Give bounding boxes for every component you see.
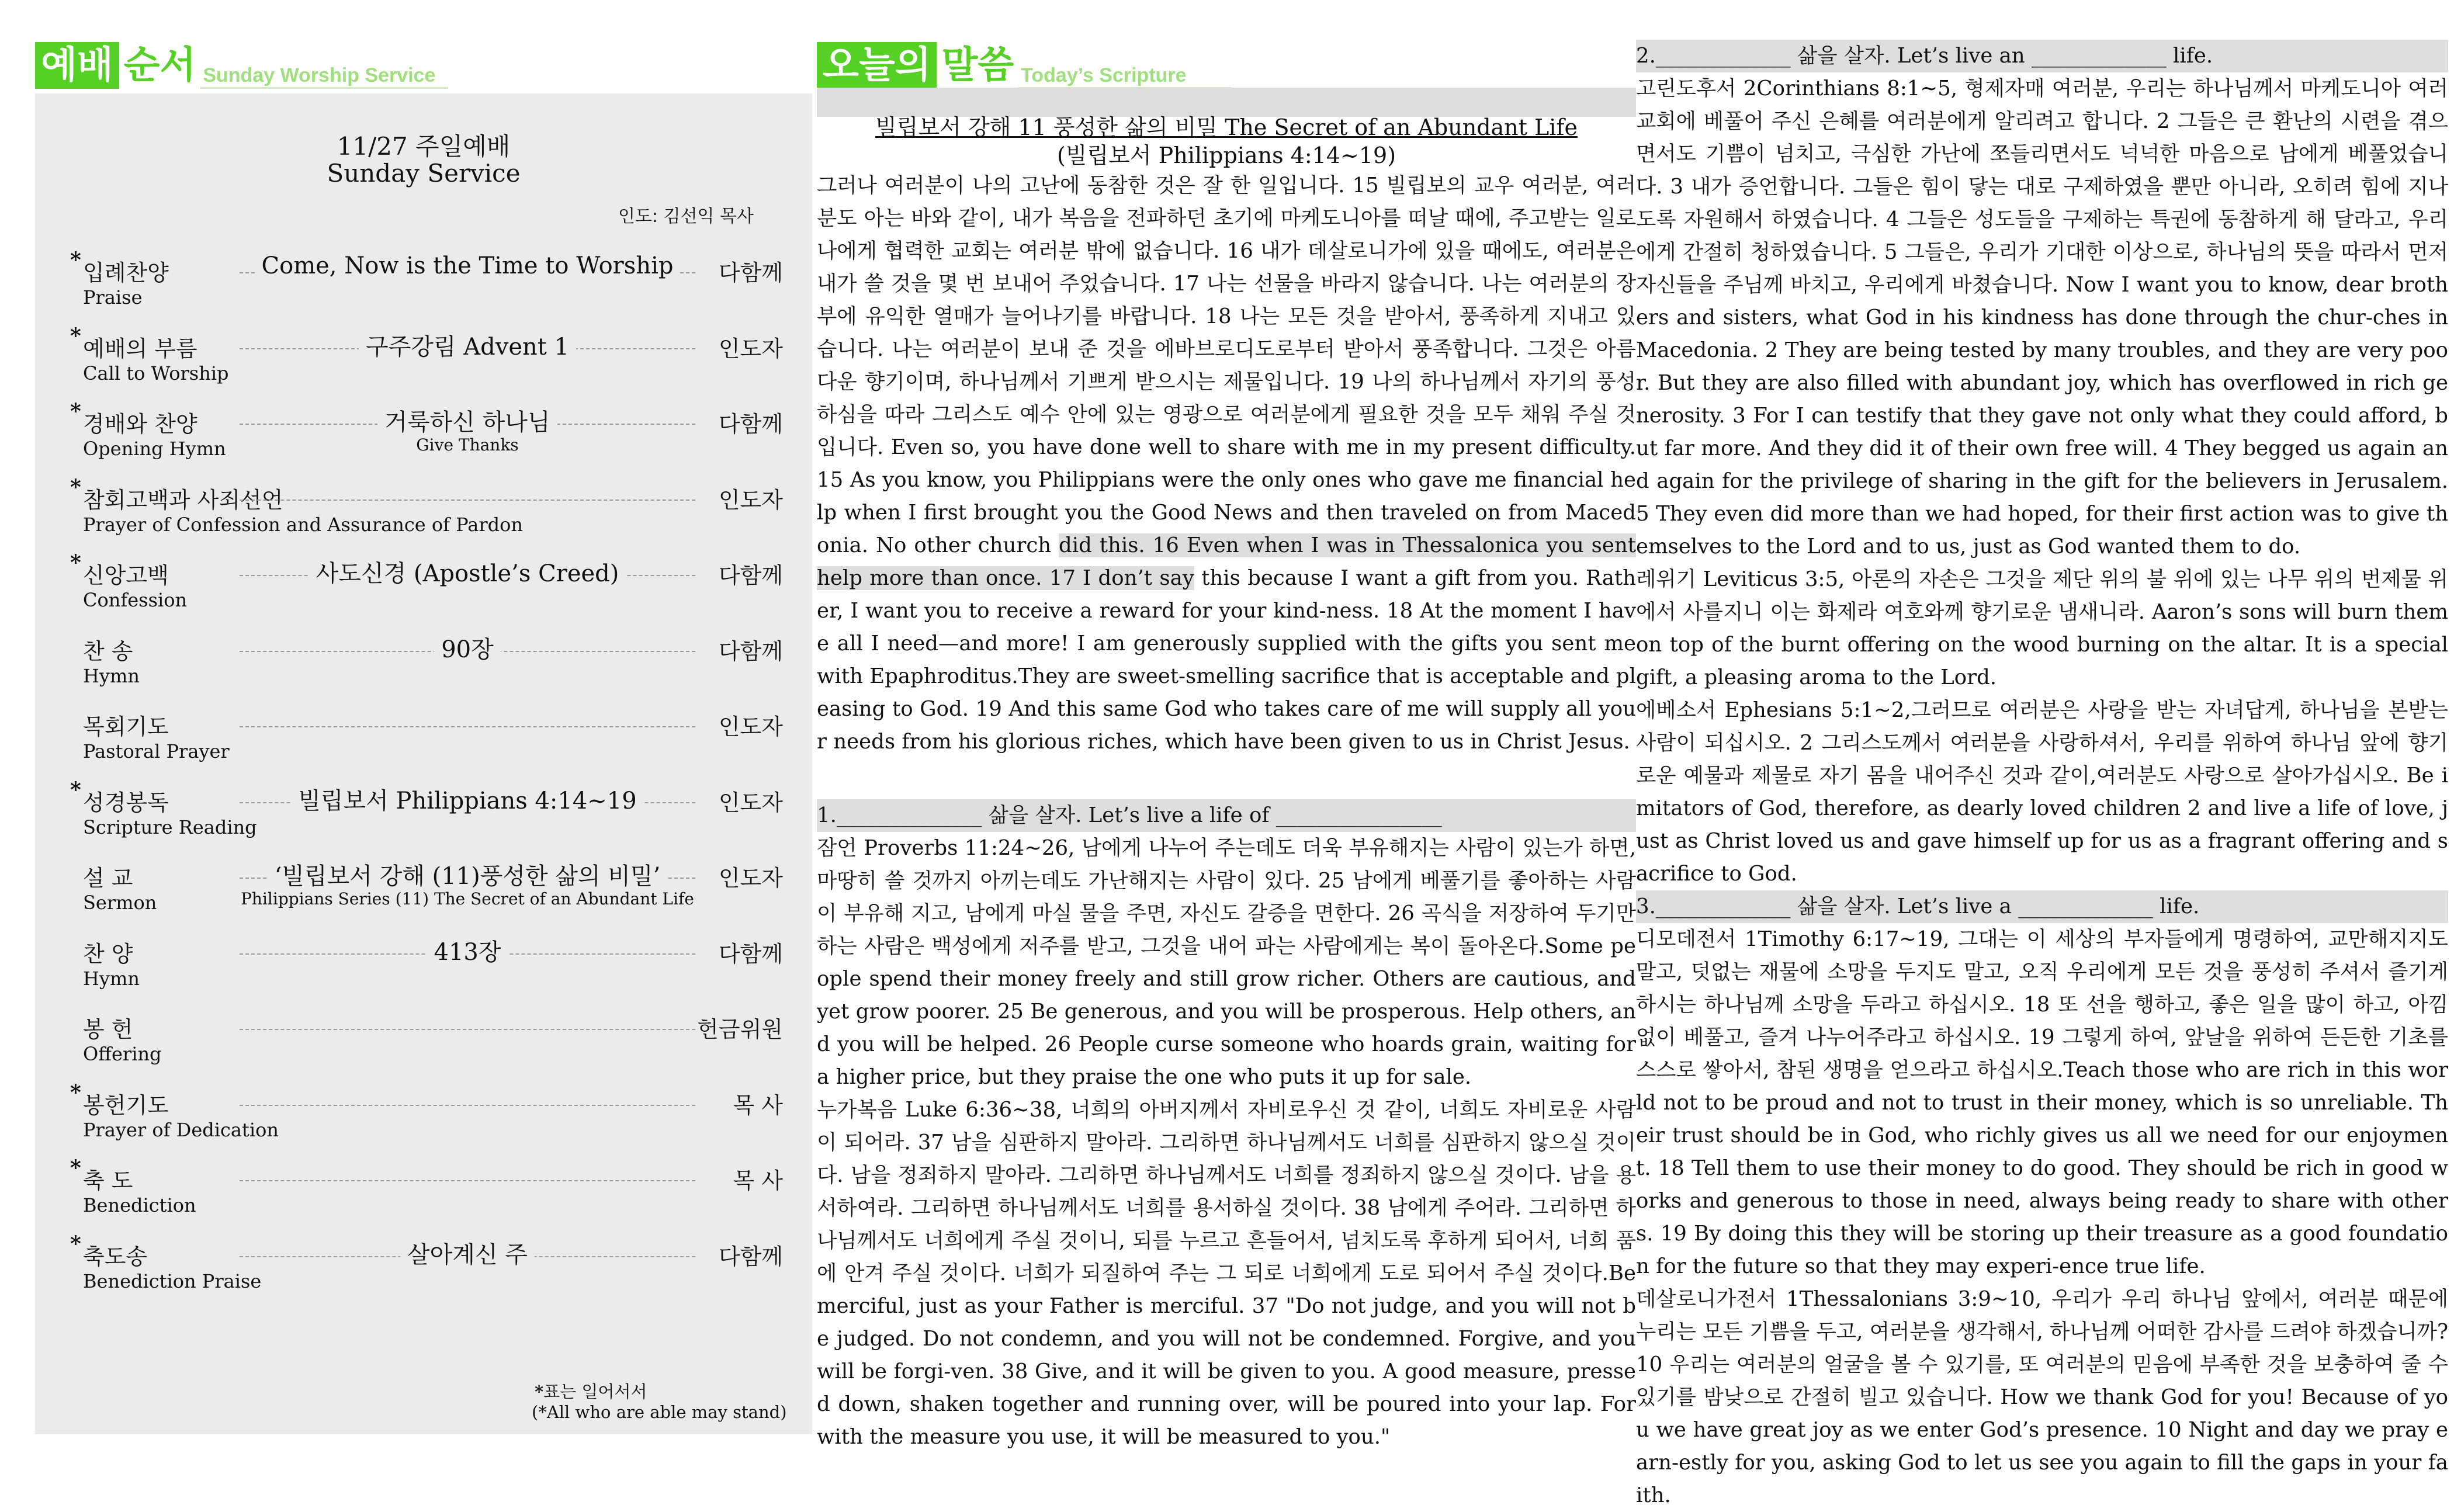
point3-end: life. [2153,894,2200,918]
leader-line [240,500,695,501]
note-ko: 표는 일어서서 [543,1382,647,1402]
stand-marker: * [70,248,81,272]
order-item-ko: 봉 헌 [83,1017,133,1042]
order-item-title: 90장 [434,636,501,663]
point2-mid: 삶을 살자. Let’s live an [1790,44,2032,68]
order-item-content [240,858,695,891]
point2-end: life. [2166,44,2213,68]
order-row [70,931,783,996]
leader-line [240,1105,695,1106]
order-item-content [240,1236,695,1270]
order-item-en: Sermon [83,892,157,914]
point1-blank1: ______________ [836,803,982,827]
order-item-title: Come, Now is the Time to Worship [255,252,681,279]
point3-heading [1636,890,2448,923]
point3-num: 3. [1636,894,1656,918]
order-item-leader: 목 사 [733,1168,783,1194]
order-item-title: 구주강림 Advent 1 [359,334,576,360]
service-date: 11/27 주일예배 [337,132,511,161]
order-item-title: 빌립보서 Philippians 4:14~19 [291,788,643,814]
officiant: 인도: 김선익 목사 [618,206,754,227]
order-item-ko: 참회고백과 사죄선언 [83,487,283,513]
leader-line [240,726,695,727]
order-item-ko: 성경봉독 [83,789,169,816]
stand-marker: * [70,474,81,500]
order-heading-ko1: 예배 [35,42,119,89]
point2-text2: 레위기 Leviticus 3:5, 아론의 자손은 그것을 제단 위의 불 위에 있는 나무 위의 번제물 위에서 사를지니 이는 화제라 여호와께 향기로운 냄새니라. Aaron’s sons will burn them on top of the burnt offering on the wood burning on the altar. It is a special gift, a pleasing aroma to the Lord. [1636,567,2448,689]
order-item-content [240,252,695,279]
scripture-column [817,88,1636,1454]
note-star: * [535,1382,544,1402]
order-row [70,250,783,314]
points-column [1636,40,2448,1512]
order-item-content [240,631,695,664]
order-row [70,401,783,466]
scripture-heading-ko1: 오늘의 [817,42,937,89]
order-item-leader: 인도자 [718,789,783,816]
main-passage [817,169,1636,758]
order-item-leader: 다함께 [718,260,783,286]
order-item-subtitle: Philippians Series (11) The Secret of an Abundant Life [241,889,694,908]
scripture-heading-en: Today’s Scripture [1018,64,1231,89]
order-item-leader: 인도자 [718,487,783,513]
order-item-ko: 축도송 [83,1243,148,1270]
order-item-leader: 헌금위원 [697,1017,783,1042]
order-item-title: 거룩하신 하나님 [377,409,557,436]
order-item-leader: 인도자 [718,714,783,740]
point2-blank2: _____________ [2031,44,2167,68]
stand-marker: * [70,1080,81,1105]
order-heading-ko2: 순서 [123,44,196,87]
order-item-en: Praise [83,286,143,308]
order-item-leader: 다함께 [718,941,783,967]
point2-text3: 에베소서 Ephesians 5:1~2,그러므로 여러분은 사랑을 받는 자녀답게, 하나님을 본받는 사람이 되십시오. 2 그리스도께서 여러분을 사랑하셔서, 우리를 위하여 하나님 앞에 향기로운 예물과 제물로 자기 몸을 내어주신 것과 같이,여러분도 사랑으로 살아가십시오. Be imitators of God, therefore, as dearly loved children 2 and live a life of love, just as Christ loved us and gave himself up for us as a fragrant offering and sacrifice to God. [1636,698,2448,886]
order-item-en: Scripture Reading [83,816,257,838]
point1-heading [817,799,1636,832]
point1-blank2: ________________ [1275,803,1442,827]
order-item-ko: 찬 양 [83,941,133,967]
order-item-en: Prayer of Dedication [83,1118,279,1141]
stand-marker: * [70,1156,81,1180]
order-row [70,777,783,844]
order-item-ko: 축 도 [83,1168,133,1194]
order-item-title: 살아계신 주 [400,1241,535,1268]
order-row [70,1158,783,1222]
order-row [70,704,783,768]
order-item-en: Prayer of Confession and Assurance of Pardon [83,513,523,536]
point3-mid: 삶을 살자. Let’s live a [1790,894,2019,918]
standing-note-en: (*All who are able may stand) [532,1402,787,1422]
point3-text2: 데살로니가전서 1Thessalonians 3:9~10, 우리가 우리 하나님 앞에서, 여러분 때문에 누리는 모든 기쁨을 두고, 여러분을 생각해서, 하나님께 어떠한 감사를 드려야 하겠습니까? 10 우리는 여러분의 얼굴을 볼 수 있기를, 또 여러분의 믿음에 부족한 것을 보충하여 줄 수 있기를 밤낮으로 간절히 빌고 있습니다. How we thank God for you! Because of you we have great joy as we enter God’s presence. 10 Night and day we pray earn-estly for you, asking God to let us see you again to fill the gaps in your faith. [1636,1287,2448,1507]
order-item-title: 413장 [427,939,508,966]
main-passage-en-highlight: did this. 16 Even when I was in Thessalonica you sent help more than once. 17 I don’t say [817,533,1636,590]
point3-text: 디모데전서 1Timothy 6:17~19, 그대는 이 세상의 부자들에게 명령하여, 교만해지지도 말고, 덧없는 재물에 소망을 두지도 말고, 오직 우리에게 모든 것을 풍성히 주셔서 즐기게 하시는 하나님께 소망을 두라고 하십시오. 18 또 선을 행하고, 좋은 일을 많이 하고, 아낌없이 베풀고, 즐겨 나누어주라고 하십시오. 19 그렇게 하여, 앞날을 위하여 든든한 기초를 스스로 쌓아서, 참된 생명을 얻으라고 하십시오.Teach those who are rich in this world not to be proud and not to trust in their money, which is so unreliable. Their trust should be in God, who richly gives us all we need for our enjoyment. 18 Tell them to use their money to do good. They should be rich in good works and generous to those in need, always being ready to share with others. 19 By doing this they will be storing up their treasure as a good foundation for the future so that they may experi-ence true life. [1636,927,2448,1278]
order-row [70,1231,783,1298]
order-item-en: Opening Hymn [83,438,226,460]
stand-marker: * [70,777,81,802]
order-item-en: Offering [83,1043,162,1065]
order-item-title: ‘빌립보서 강해 (11)풍성한 삶의 비밀’ [268,863,668,890]
order-item-ko: 찬 송 [83,638,133,664]
order-item-title: 사도신경 (Apostle’s Creed) [309,560,626,587]
main-passage-ko: 그러나 여러분이 나의 고난에 동참한 것은 잘 한 일입니다. 15 빌립보의 교우 여러분, 여러분도 아는 바와 같이, 내가 복음을 전파하던 초기에 마케도니아를 떠날 때에, 주고받는 일로 나에게 협력한 교회는 여러분 밖에 없습니다. 16 내가 데살로니가에 있을 때에도, 여러분은 내가 쓸 것을 몇 번 보내어 주었습니다. 17 나는 선물을 바라지 않습니다. 나는 여러분의 장부에 유익한 열매가 늘어나기를 바랍니다. 18 나는 모든 것을 받아서, 풍족하게 지내고 있습니다. 나는 여러분이 보내 준 것을 에바브로디도로부터 받아서 풍족합니다. 그것은 아름다운 향기이며, 하나님께서 기쁘게 받으시는 제물입니다. 19 나의 하나님께서 자기의 풍성하심을 따라 그리스도 예수 안에 있는 영광으로 여러분에게 필요한 것을 모두 채워 주실 것입니다. [817,174,1636,459]
order-item-ko: 목회기도 [83,714,169,740]
order-item-en: Pastoral Prayer [83,740,230,762]
order-row [70,323,783,390]
order-item-leader: 다함께 [718,411,783,437]
order-heading [35,42,448,89]
order-item-en: Benediction [83,1194,196,1216]
order-item-ko: 설 교 [83,865,133,891]
point3-blank1: _____________ [1655,894,1791,918]
order-item-leader: 다함께 [718,563,783,588]
stand-marker: * [70,550,81,575]
order-item-ko: 봉헌기도 [83,1092,169,1118]
leader-line [240,1029,695,1030]
order-row [70,474,783,542]
main-passage-en1: Even so, you have done well to share with me in my present difficulty. 15 As you know, you Philippians were the only ones who gave me financial help when I first brought you the Good News and then traveled on from Macedonia. No other church [817,435,1636,557]
order-item-ko: 경배와 찬양 [83,411,197,437]
order-item-subtitle: Give Thanks [416,435,519,455]
leader-line [240,1180,695,1181]
standing-note [535,1379,647,1403]
point1-text2: 누가복음 Luke 6:36~38, 너희의 아버지께서 자비로우신 것 같이, 너희도 자비로운 사람이 되어라. 37 남을 심판하지 말아라. 그리하면 하나님께서도 너희를 심판하지 않으실 것이다. 남을 정죄하지 말아라. 그리하면 하나님께서도 너희를 정죄하지 않으실 것이다. 남을 용서하여라. 그리하면 하나님께서도 너희를 용서하실 것이다. 38 남에게 주어라. 그리하면 하나님께서도 너희에게 주실 것이니, 되를 누르고 흔들어서, 넘치도록 후하게 되어서, 너희 품에 안겨 주실 것이다. 너희가 되질하여 주는 그 되로 너희에게 도로 되어서 주실 것이다.Be merciful, just as your Father is merciful. 37 "Do not judge, and you will not be judged. Do not condemn, and you will not be condemned. Forgive, and you will be forgi-ven. 38 Give, and it will be given to you. A good measure, pressed down, shaken together and running over, will be poured into your lap. For with the measure you use, it will be measured to you." [817,1098,1636,1449]
order-item-content [240,555,695,588]
order-row [70,855,783,920]
scripture-heading [817,42,1231,89]
scripture-heading-ko2: 말씀 [941,44,1014,87]
point2-text: 고린도후서 2Corinthians 8:1~5, 형제자매 여러분, 우리는 하나님께서 마케도니아 여러 교회에 베풀어 주신 은혜를 여러분에게 알리려고 합니다. 2 그들은 큰 환난의 시련을 겪으면서도 기쁨이 넘치고, 극심한 가난에 쪼들리면서도 넉넉한 마음으로 남에게 베풀었습니다. 3 내가 증언합니다. 그들은 힘이 닿는 대로 구제하였을 뿐만 아니라, 오히려 힘에 지나도록 자원해서 하였습니다. 4 그들은 성도들을 구제하는 특권에 동참하게 해 달라고, 우리에게 간절히 청하였습니다. 5 그들은, 우리가 기대한 이상으로, 하나님의 뜻을 따라서 먼저 자신들을 주님께 바치고, 우리에게 바쳤습니다. Now I want you to know, dear brothers and sisters, what God in his kindness has done through the chur-ches in Macedonia. 2 They are being tested by many troubles, and they are very poor. But they are also filled with abundant joy, which has overflowed in rich generosity. 3 For I can testify that they gave not only what they could afford, but far more. And they did it of their own free will. 4 They begged us again and again for the privilege of sharing in the gift for the believers in Jerusalem. 5 They even did more than we had hoped, for their first action was to give themselves to the Lord and to us, just as God wanted them to do. [1636,77,2448,559]
point2-blank1: _____________ [1655,44,1791,68]
order-heading-en: Sunday Worship Service [200,64,448,89]
stand-marker: * [70,323,81,348]
order-item-content [240,934,695,967]
order-item-ko: 신앙고백 [83,563,169,588]
order-item-en: Hymn [83,967,140,990]
order-row [70,1007,783,1071]
order-item-en: Call to Worship [83,362,229,384]
order-item-content [240,328,695,362]
point1-num: 1. [817,803,837,827]
point2-num: 2. [1636,44,1656,68]
order-row [70,629,783,693]
point1-mid: 삶을 살자. Let’s live a life of [982,803,1276,827]
order-item-en: Benediction Praise [83,1270,262,1292]
order-item-en: Hymn [83,664,140,687]
order-item-content [240,404,695,437]
point1-text: 잠언 Proverbs 11:24~26, 남에게 나누어 주는데도 더욱 부유해지는 사람이 있는가 하면, 마땅히 쓸 것까지 아끼는데도 가난해지는 사람이 있다. 25 남에게 베풀기를 좋아하는 사람이 부유해 지고, 남에게 마실 물을 주면, 자신도 갈증을 면한다. 26 곡식을 저장하여 두기만 하는 사람은 백성에게 저주를 받고, 그것을 내어 파는 사람에게는 복이 돌아온다.Some people spend their money freely and still grow richer. Others are cautious, and yet grow poorer. 25 Be generous, and you will be prosperous. Help others, and you will be helped. 26 People curse someone who hoards grain, waiting for a higher price, but they praise the one who puts it up for sale. [817,836,1636,1089]
sermon-passage: (빌립보서 Philippians 4:14~19) [1056,143,1396,168]
order-item-leader: 인도자 [718,865,783,891]
stand-marker: * [70,1231,81,1256]
order-row [70,550,783,617]
point3-blank2: _____________ [2018,894,2153,918]
order-item-ko: 입례찬양 [83,260,169,286]
order-item-content [240,782,695,816]
order-item-ko: 예배의 부름 [83,335,197,362]
stand-marker: * [70,399,81,424]
point2-heading [1636,40,2448,72]
order-panel [35,93,812,1434]
order-item-leader: 다함께 [718,1243,783,1270]
order-item-leader: 목 사 [733,1092,783,1118]
sermon-title: 빌립보서 강해 11 풍성한 삶의 비밀 The Secret of an Abundant Life [875,115,1578,140]
order-item-leader: 인도자 [718,335,783,362]
order-item-leader: 다함께 [718,638,783,664]
order-row [70,1080,783,1147]
order-item-en: Confession [83,589,188,611]
main-passage-en2: this because I want a gift from you. Rather, I want you to receive a reward for your kind-ness. 18 At the moment I have all I need—and more! I am generously supplied with the gifts you sent me with Epaphroditus.They are sweet-smelling sacrifice that is acceptable and pleasing to God. 19 And this same God who takes care of me will supply all your needs from his glorious riches, which have been given to us in Christ Jesus. [817,566,1636,754]
service-name: Sunday Service [327,159,521,188]
